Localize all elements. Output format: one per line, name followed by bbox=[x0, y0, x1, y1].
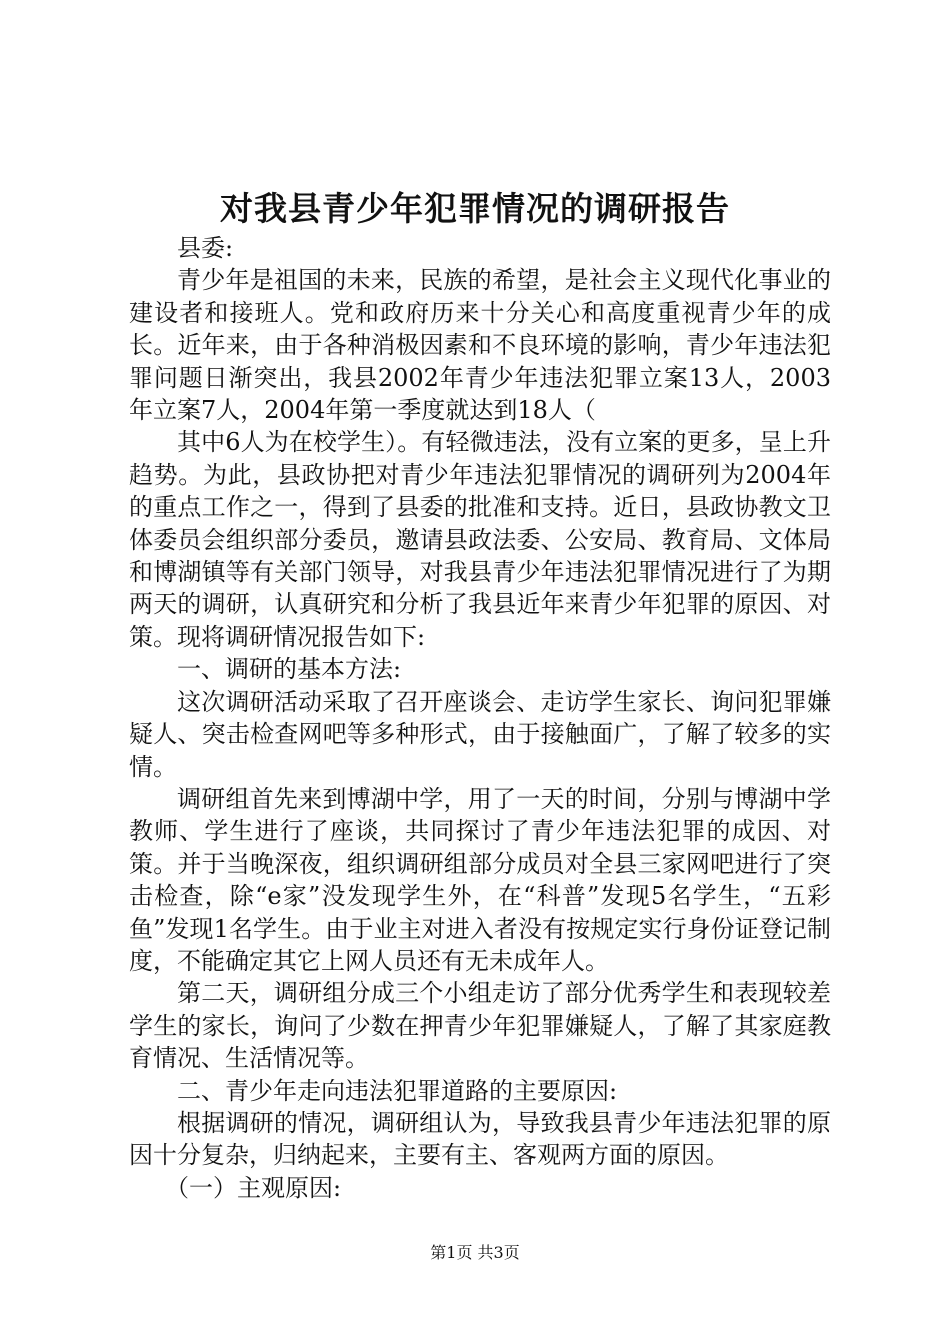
paragraph-intro: 青少年是祖国的未来，民族的希望，是社会主义现代化事业的建设者和接班人。党和政府历来十分关心和高度重视青少年的成长。近年来，由于各种消极因素和不良环境的影响，青少年违法犯罪问题日渐突出，我县2002年青少年违法犯罪立案13人，2003年立案7人，2004年第一季度就达到18人（ bbox=[129, 266, 831, 425]
salutation: 县委: bbox=[177, 234, 234, 262]
document-body bbox=[129, 232, 831, 1204]
document-title: 对我县青少年犯罪情况的调研报告 bbox=[220, 189, 730, 228]
paragraph-methods: 这次调研活动采取了召开座谈会、走访学生家长、询问犯罪嫌疑人、突击检查网吧等多种形式，由于接触面广，了解了较多的实情。 bbox=[129, 687, 831, 781]
paragraph-causes: 根据调研的情况，调研组认为，导致我县青少年违法犯罪的原因十分复杂，归纳起来，主要有主、客观两方面的原因。 bbox=[129, 1108, 831, 1170]
paragraph-day-one: 调研组首先来到博湖中学，用了一天的时间，分别与博湖中学教师、学生进行了座谈，共同探讨了青少年违法犯罪的成因、对策。并于当晚深夜，组织调研组部分成员对全县三家网吧进行了突击检查，除“e家”没发现学生外，在“科普”发现5名学生，“五彩鱼”发现1名学生。由于业主对进入者没有按规定实行身份证登记制度，不能确定其它上网人员还有无未成年人。 bbox=[129, 784, 831, 975]
section-heading-methods: 一、调研的基本方法: bbox=[177, 655, 402, 684]
paragraph-day-two: 第二天，调研组分成三个小组走访了部分优秀学生和表现较差学生的家长，询问了少数在押青少年犯罪嫌疑人，了解了其家庭教育情况、生活情况等。 bbox=[129, 979, 831, 1073]
paragraph-intro-continued: 其中6人为在校学生）。有轻微违法，没有立案的更多，呈上升趋势。为此，县政协把对青少年违法犯罪情况的调研列为2004年的重点工作之一，得到了县委的批准和支持。近日，县政协教文卫体委员会组织部分委员，邀请县政法委、公安局、教育局、文体局和博湖镇等有关部门领导，对我县青少年违法犯罪情况进行了为期两天的调研，认真研究和分析了我县近年来青少年犯罪的原因、对策。现将调研情况报告如下: bbox=[129, 428, 831, 651]
section-heading-causes: 二、青少年走向违法犯罪道路的主要原因: bbox=[177, 1076, 618, 1105]
page-number-footer: 第1页 共3页 bbox=[430, 1243, 520, 1262]
subsection-heading-subjective: （一）主观原因: bbox=[165, 1173, 342, 1202]
